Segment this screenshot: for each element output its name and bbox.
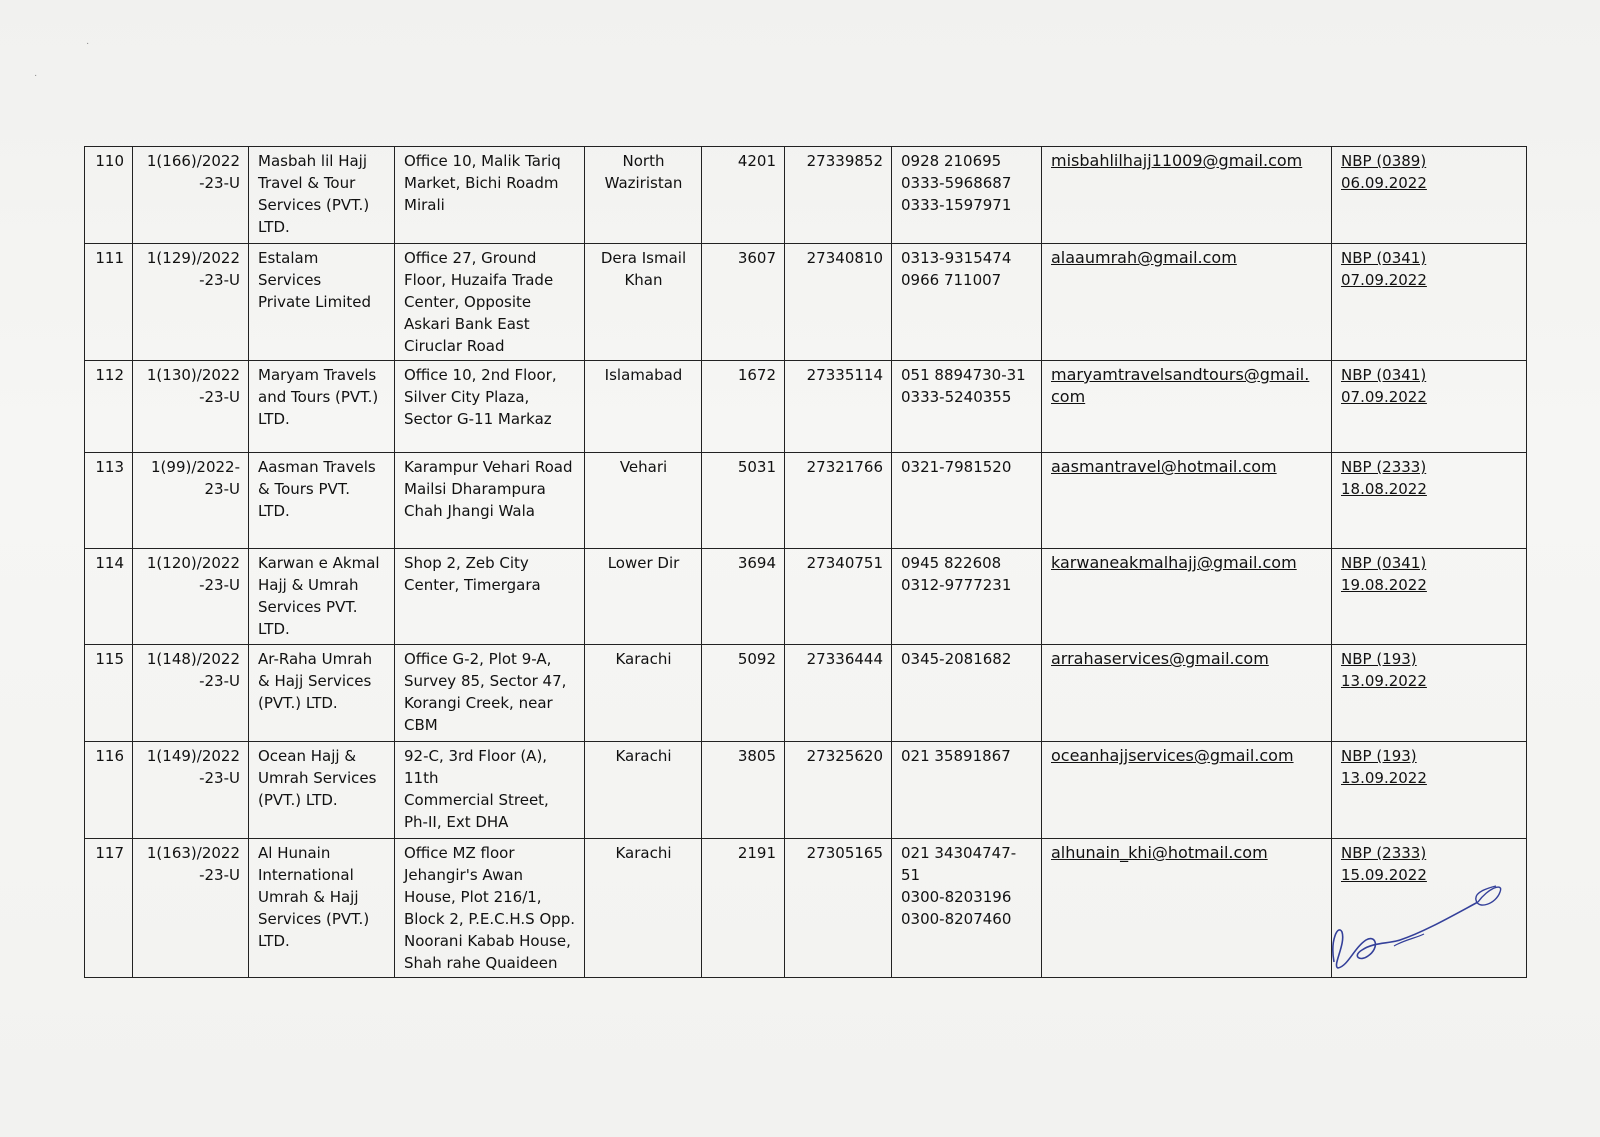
code-cell: 4201: [702, 147, 785, 244]
table-row: [85, 361, 1527, 453]
address-cell: Office G-2, Plot 9-A, Survey 85, Sector 47, Korangi Creek, near CBM: [395, 645, 585, 742]
email-link[interactable]: aasmantravel@hotmail.com: [1051, 457, 1277, 476]
table-row: [85, 244, 1527, 361]
table-row: [85, 839, 1527, 978]
phone-cell: 051 8894730-31 0333-5240355: [892, 361, 1042, 453]
serial-number-cell: 117: [85, 839, 133, 978]
agency-name-cell: Ocean Hajj & Umrah Services (PVT.) LTD.: [249, 742, 395, 839]
reference-number-cell: 1(99)/2022- 23-U: [133, 453, 249, 549]
ntn-cell: 27305165: [785, 839, 892, 978]
code-cell: 1672: [702, 361, 785, 453]
table-row: [85, 549, 1527, 645]
email-link[interactable]: maryamtravelsandtours@gmail. com: [1051, 365, 1310, 406]
address-cell: Karampur Vehari Road Mailsi Dharampura Chah Jhangi Wala: [395, 453, 585, 549]
agency-register-table: [84, 146, 1527, 978]
bank-cell: [1332, 147, 1527, 244]
email-cell: [1042, 244, 1332, 361]
code-cell: 2191: [702, 839, 785, 978]
email-link[interactable]: misbahlilhajj11009@gmail.com: [1051, 151, 1303, 170]
serial-number-cell: 115: [85, 645, 133, 742]
ntn-cell: 27336444: [785, 645, 892, 742]
agency-name-cell: Masbah lil Hajj Travel & Tour Services (PVT.) LTD.: [249, 147, 395, 244]
deposit-date: 13.09.2022: [1341, 672, 1427, 690]
address-cell: Shop 2, Zeb City Center, Timergara: [395, 549, 585, 645]
bank-cell: [1332, 645, 1527, 742]
agency-name-cell: Maryam Travels and Tours (PVT.) LTD.: [249, 361, 395, 453]
address-cell: Office 10, 2nd Floor, Silver City Plaza, Sector G-11 Markaz: [395, 361, 585, 453]
bank-cell: [1332, 453, 1527, 549]
bank-branch: NBP (0341): [1341, 554, 1427, 572]
agency-name-cell: Aasman Travels & Tours PVT. LTD.: [249, 453, 395, 549]
ntn-cell: 27340751: [785, 549, 892, 645]
city-cell: Lower Dir: [585, 549, 702, 645]
ntn-cell: 27335114: [785, 361, 892, 453]
table-row: [85, 147, 1527, 244]
city-cell: Dera Ismail Khan: [585, 244, 702, 361]
bank-branch: NBP (0389): [1341, 152, 1427, 170]
code-cell: 3805: [702, 742, 785, 839]
serial-number-cell: 111: [85, 244, 133, 361]
code-cell: 5092: [702, 645, 785, 742]
agency-name-cell: Al Hunain International Umrah & Hajj Services (PVT.) LTD.: [249, 839, 395, 978]
deposit-date: 13.09.2022: [1341, 769, 1427, 787]
city-cell: Karachi: [585, 839, 702, 978]
code-cell: 5031: [702, 453, 785, 549]
serial-number-cell: 116: [85, 742, 133, 839]
bank-cell: [1332, 742, 1527, 839]
deposit-date: 07.09.2022: [1341, 271, 1427, 289]
ntn-cell: 27340810: [785, 244, 892, 361]
phone-cell: 0345-2081682: [892, 645, 1042, 742]
ntn-cell: 27339852: [785, 147, 892, 244]
deposit-date: 06.09.2022: [1341, 174, 1427, 192]
scan-speck: ·: [34, 70, 38, 81]
reference-number-cell: 1(163)/2022 -23-U: [133, 839, 249, 978]
phone-cell: 021 35891867: [892, 742, 1042, 839]
deposit-date: 18.08.2022: [1341, 480, 1427, 498]
phone-cell: 0313-9315474 0966 711007: [892, 244, 1042, 361]
bank-cell: [1332, 549, 1527, 645]
email-link[interactable]: karwaneakmalhajj@gmail.com: [1051, 553, 1297, 572]
reference-number-cell: 1(166)/2022 -23-U: [133, 147, 249, 244]
email-cell: [1042, 361, 1332, 453]
table-row: [85, 742, 1527, 839]
phone-cell: 021 34304747- 51 0300-8203196 0300-8207460: [892, 839, 1042, 978]
deposit-date: 15.09.2022: [1341, 866, 1427, 884]
email-link[interactable]: alhunain_khi@hotmail.com: [1051, 843, 1268, 862]
address-cell: Office 27, Ground Floor, Huzaifa Trade Center, Opposite Askari Bank East Ciruclar Road: [395, 244, 585, 361]
bank-branch: NBP (2333): [1341, 844, 1427, 862]
city-cell: Karachi: [585, 742, 702, 839]
phone-cell: 0321-7981520: [892, 453, 1042, 549]
reference-number-cell: 1(129)/2022 -23-U: [133, 244, 249, 361]
address-cell: Office MZ floor Jehangir's Awan House, Plot 216/1, Block 2, P.E.C.H.S Opp. Noorani Kabab House, Shah rahe Quaideen: [395, 839, 585, 978]
email-cell: [1042, 839, 1332, 978]
reference-number-cell: 1(148)/2022 -23-U: [133, 645, 249, 742]
email-cell: [1042, 645, 1332, 742]
deposit-date: 19.08.2022: [1341, 576, 1427, 594]
code-cell: 3607: [702, 244, 785, 361]
city-cell: Islamabad: [585, 361, 702, 453]
bank-cell: [1332, 361, 1527, 453]
bank-cell: [1332, 244, 1527, 361]
agency-name-cell: Karwan e Akmal Hajj & Umrah Services PVT. LTD.: [249, 549, 395, 645]
code-cell: 3694: [702, 549, 785, 645]
scan-speck: ·: [86, 38, 90, 49]
serial-number-cell: 114: [85, 549, 133, 645]
ntn-cell: 27325620: [785, 742, 892, 839]
email-cell: [1042, 453, 1332, 549]
bank-branch: NBP (2333): [1341, 458, 1427, 476]
email-link[interactable]: alaaumrah@gmail.com: [1051, 248, 1237, 267]
city-cell: North Waziristan: [585, 147, 702, 244]
city-cell: Karachi: [585, 645, 702, 742]
agency-name-cell: Ar-Raha Umrah & Hajj Services (PVT.) LTD.: [249, 645, 395, 742]
serial-number-cell: 113: [85, 453, 133, 549]
agency-name-cell: Estalam Services Private Limited: [249, 244, 395, 361]
bank-branch: NBP (0341): [1341, 249, 1427, 267]
reference-number-cell: 1(120)/2022 -23-U: [133, 549, 249, 645]
email-cell: [1042, 549, 1332, 645]
email-cell: [1042, 147, 1332, 244]
address-cell: 92-C, 3rd Floor (A), 11th Commercial Street, Ph-II, Ext DHA: [395, 742, 585, 839]
reference-number-cell: 1(149)/2022 -23-U: [133, 742, 249, 839]
bank-branch: NBP (0341): [1341, 366, 1427, 384]
ntn-cell: 27321766: [785, 453, 892, 549]
email-link[interactable]: arrahaservices@gmail.com: [1051, 649, 1269, 668]
city-cell: Vehari: [585, 453, 702, 549]
serial-number-cell: 112: [85, 361, 133, 453]
email-cell: [1042, 742, 1332, 839]
bank-branch: NBP (193): [1341, 650, 1417, 668]
email-link[interactable]: oceanhajjservices@gmail.com: [1051, 746, 1294, 765]
phone-cell: 0928 210695 0333-5968687 0333-1597971: [892, 147, 1042, 244]
table-row: [85, 645, 1527, 742]
signature: [1328, 870, 1528, 990]
phone-cell: 0945 822608 0312-9777231: [892, 549, 1042, 645]
table-row: [85, 453, 1527, 549]
bank-branch: NBP (193): [1341, 747, 1417, 765]
table-body: [85, 147, 1527, 978]
reference-number-cell: 1(130)/2022 -23-U: [133, 361, 249, 453]
deposit-date: 07.09.2022: [1341, 388, 1427, 406]
address-cell: Office 10, Malik Tariq Market, Bichi Roadm Mirali: [395, 147, 585, 244]
serial-number-cell: 110: [85, 147, 133, 244]
